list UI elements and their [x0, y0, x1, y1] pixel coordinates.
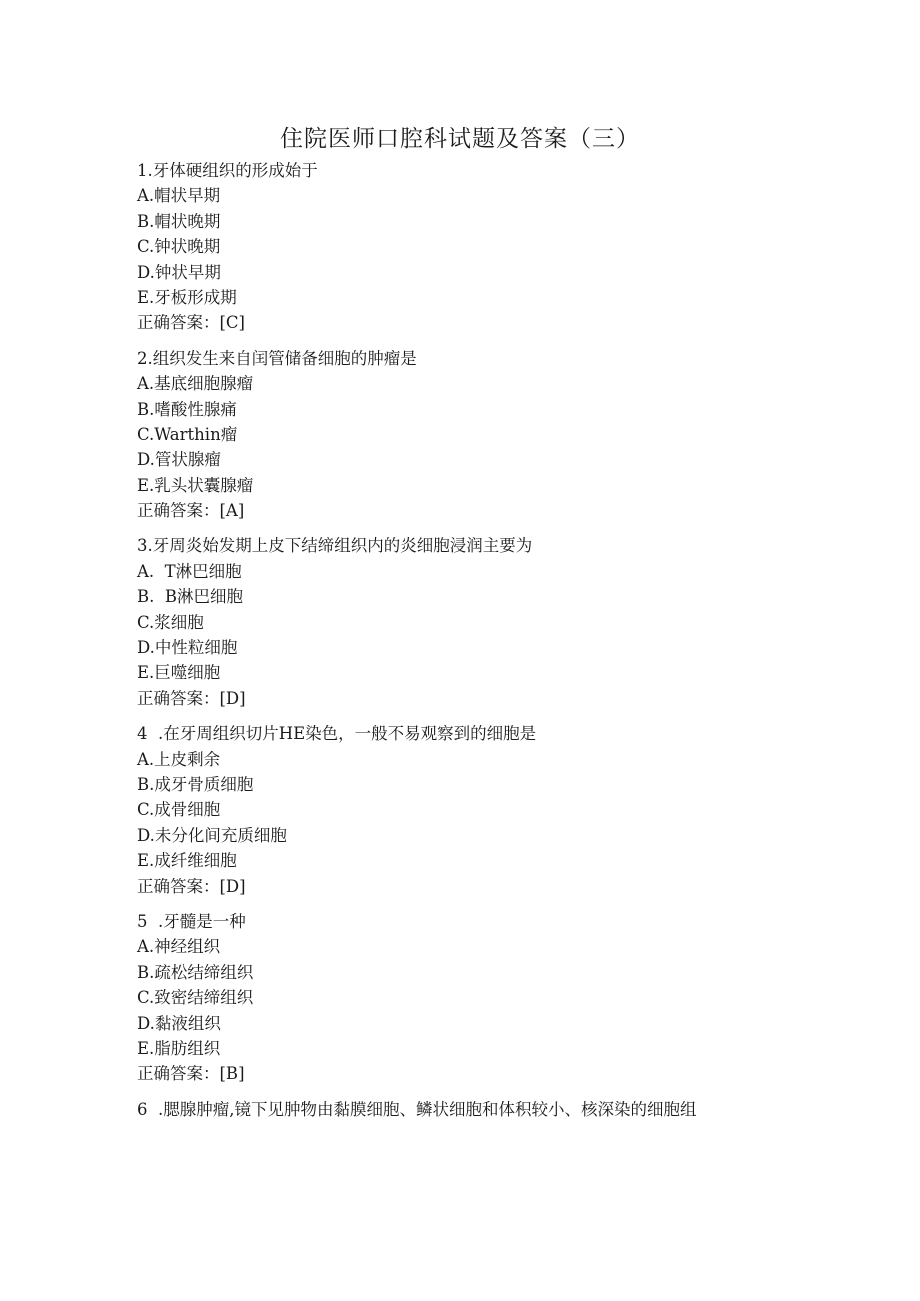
question-stem: 1.牙体硬组织的形成始于 — [137, 161, 318, 180]
question-block — [137, 158, 837, 336]
answer-option: E.脂肪组织 — [137, 1038, 221, 1058]
answer-option: C.浆细胞 — [137, 612, 204, 632]
answer-option: B.疏松结缔组织 — [137, 962, 254, 982]
answer-option: D.管状腺瘤 — [137, 450, 221, 470]
answer-option: E.巨噬细胞 — [137, 663, 221, 683]
answer-option: D.钟状早期 — [137, 262, 221, 282]
answer-option: B. B淋巴细胞 — [137, 587, 243, 607]
question-list — [137, 158, 837, 1132]
document-title: 住院医师口腔科试题及答案（三） — [280, 126, 640, 152]
question-stem: 5 .牙髓是一种 — [137, 911, 246, 931]
answer-option: D.黏液组织 — [137, 1013, 221, 1033]
answer-option: C.成骨细胞 — [137, 800, 221, 820]
answer-option: C.钟状晚期 — [137, 237, 221, 257]
question-block — [137, 909, 837, 1087]
question-block — [137, 1097, 837, 1122]
question-block — [137, 533, 837, 711]
question-stem: 2.组织发生来自闰管储备细胞的肿瘤是 — [137, 348, 417, 368]
answer-option: E.乳头状囊腺瘤 — [137, 475, 254, 495]
answer-option: D.中性粒细胞 — [137, 638, 238, 658]
answer-option: E.成纤维细胞 — [137, 851, 237, 871]
answer-option: C.致密结缔组织 — [137, 988, 254, 1008]
answer-option: B.嗜酸性腺痛 — [137, 399, 237, 419]
correct-answer: 正确答案：[A] — [137, 501, 245, 521]
correct-answer: 正确答案：[D] — [137, 876, 246, 896]
question-stem: 3.牙周炎始发期上皮下结缔组织内的炎细胞浸润主要为 — [137, 536, 533, 556]
question-block — [137, 346, 837, 524]
answer-option: B.成牙骨质细胞 — [137, 774, 254, 794]
correct-answer: 正确答案：[D] — [137, 688, 246, 708]
question-stem: 4 .在牙周组织切片HE染色，一般不易观察到的细胞是 — [137, 724, 537, 744]
answer-option: E.牙板形成期 — [137, 287, 237, 307]
answer-option: A. T淋巴细胞 — [137, 561, 242, 581]
answer-option: A.基底细胞腺瘤 — [137, 374, 254, 394]
answer-option: A.帽状早期 — [137, 186, 221, 206]
answer-option: C.Warthin瘤 — [137, 424, 238, 444]
answer-option: B.帽状晚期 — [137, 211, 221, 231]
question-block — [137, 721, 837, 899]
correct-answer: 正确答案：[C] — [137, 313, 245, 333]
question-stem: 6 .腮腺肿瘤,镜下见肿物由黏膜细胞、鳞状细胞和体积较小、核深染的细胞组 — [137, 1099, 697, 1119]
answer-option: A.神经组织 — [137, 937, 221, 957]
correct-answer: 正确答案：[B] — [137, 1064, 245, 1084]
answer-option: A.上皮剩余 — [137, 749, 221, 769]
answer-option: D.未分化间充质细胞 — [137, 825, 287, 845]
